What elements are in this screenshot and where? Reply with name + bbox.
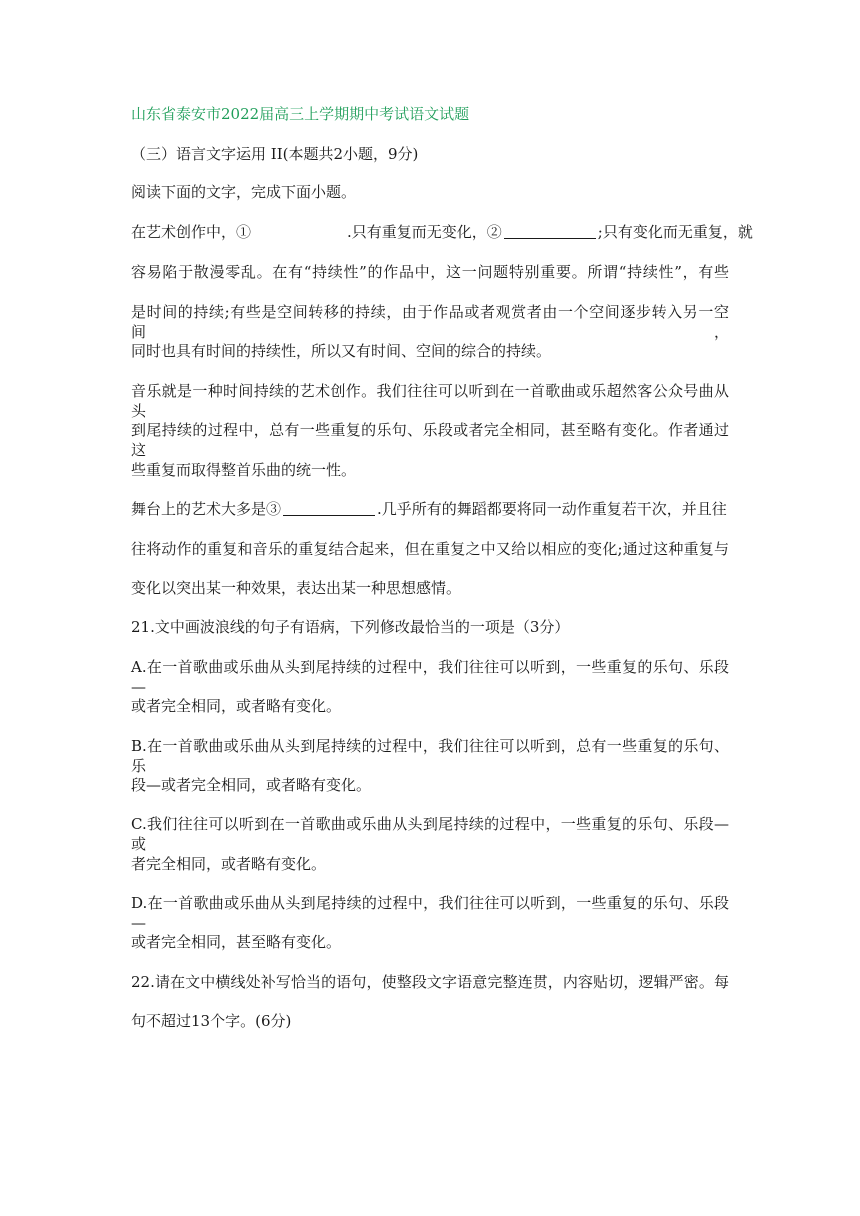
- passage-paragraph-1-line-4: 同时也具有时间的持续性，所以又有时间、空间的综合的持续。: [131, 342, 552, 360]
- text-segment: ;只有变化而无重复，就: [597, 223, 753, 241]
- question-22-line-1: 22.请在文中横线处补写恰当的语句，使整段文字语意完整连贯，内容贴切，逻辑严密。每: [131, 973, 729, 991]
- option-c-line-1: C.我们往往可以听到在一首歌曲或乐曲从头到尾持续的过程中，一些重复的乐句、乐段—或: [131, 815, 729, 853]
- option-a-line-2: 或者完全相同，或者略有变化。: [131, 697, 342, 715]
- section-heading: （三）语言文字运用 II(本题共2小题，9分): [131, 145, 419, 163]
- question-22-line-2: 句不超过13个字。(6分): [131, 1012, 292, 1030]
- question-21: 21.文中画波浪线的句子有语病，下列修改最恰当的一项是（3分）: [131, 618, 570, 636]
- option-d-line-1: D.在一首歌曲或乐曲从头到尾持续的过程中，我们往往可以听到，一些重复的乐句、乐段—: [131, 894, 729, 932]
- text-segment: 在艺术创作中，①: [131, 223, 252, 241]
- text-segment: .只有重复而无变化，②: [347, 223, 502, 241]
- text-segment: 舞台上的艺术大多是③: [131, 500, 282, 518]
- option-d-line-2: 或者完全相同，甚至略有变化。: [131, 933, 342, 951]
- option-b-line-1: B.在一首歌曲或乐曲从头到尾持续的过程中，我们往往可以听到，总有一些重复的乐句、乐: [131, 737, 729, 775]
- passage-paragraph-2-line-3: 些重复而取得整首乐曲的统一性。: [131, 461, 357, 479]
- passage-paragraph-3-line-3: 变化以突出某一种效果，表达出某一种思想感情。: [131, 579, 462, 597]
- option-c-line-2: 者完全相同，或者略有变化。: [131, 855, 327, 873]
- passage-paragraph-3-line-1: [131, 499, 727, 519]
- passage-paragraph-2-line-1: 音乐就是一种时间持续的艺术创作。我们往往可以听到在一首歌曲或乐超然客公众号曲从头: [131, 382, 729, 420]
- answer-blank-1: [253, 225, 345, 239]
- passage-paragraph-1-line-1: [131, 222, 753, 242]
- answer-blank-2: [504, 224, 596, 239]
- instruction-text: 阅读下面的文字，完成下面小题。: [131, 183, 357, 201]
- answer-blank-3: [283, 501, 375, 516]
- text-segment: .几乎所有的舞蹈都要将同一动作重复若干次，并且往: [377, 500, 727, 518]
- passage-paragraph-1-line-2: 容易陷于散漫零乱。在有“持续性”的作品中，这一问题特别重要。所谓“持续性”，有些: [131, 263, 729, 281]
- doc-title: 山东省泰安市2022届高三上学期期中考试语文试题: [131, 105, 470, 123]
- option-a-line-1: A.在一首歌曲或乐曲从头到尾持续的过程中，我们往往可以听到，一些重复的乐句、乐段—: [131, 658, 729, 696]
- passage-paragraph-1-line-3: 是时间的持续;有些是空间转移的持续，由于作品或者观赏者由一个空间逐步转入另一空间，: [131, 303, 729, 341]
- option-b-line-2: 段—或者完全相同，或者略有变化。: [131, 776, 372, 794]
- passage-paragraph-3-line-2: 往将动作的重复和音乐的重复结合起来，但在重复之中又给以相应的变化;通过这种重复与: [131, 540, 729, 558]
- passage-paragraph-2-line-2: 到尾持续的过程中，总有一些重复的乐句、乐段或者完全相同，甚至略有变化。作者通过这: [131, 421, 729, 459]
